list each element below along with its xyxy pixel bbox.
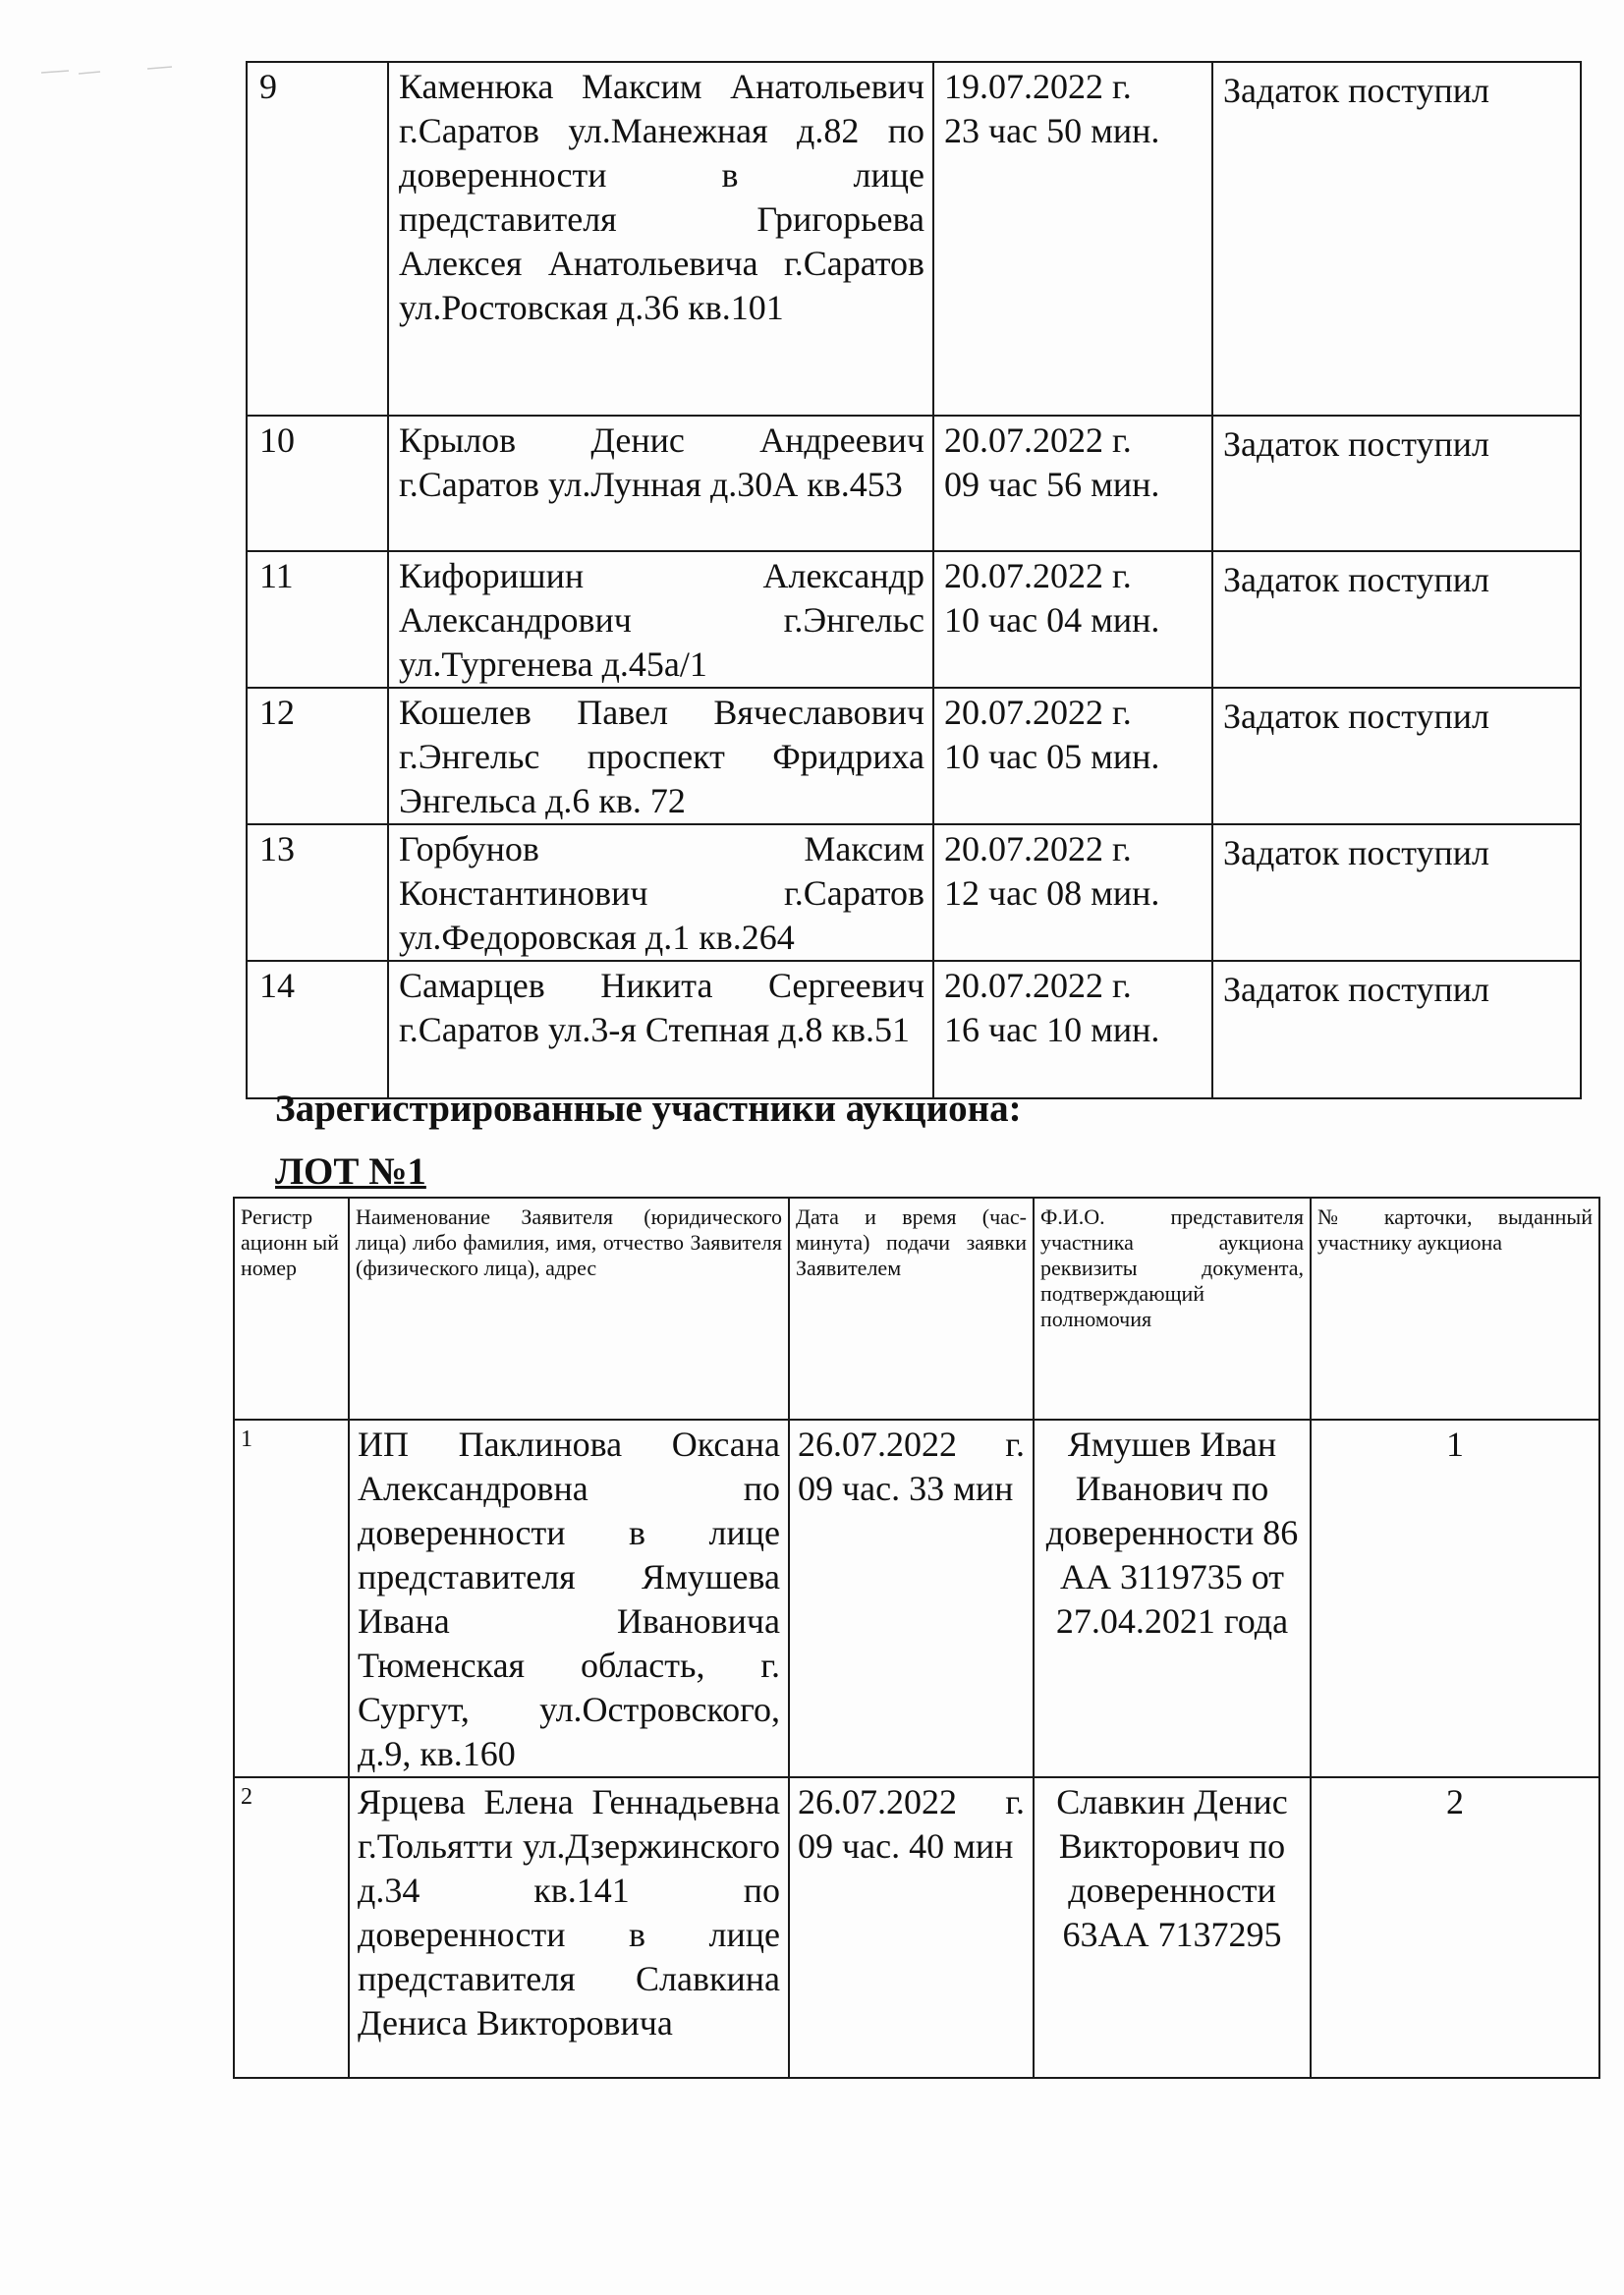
- submission-time: 12 час 08 мин.: [944, 873, 1160, 913]
- header-applicant: Наименование Заявителя (юридического лица) либо фамилия, имя, отчество Заявителя (физического лица), адрес: [349, 1198, 789, 1420]
- submission-date: 20.07.2022 г.: [944, 420, 1132, 460]
- header-reg-number: Регистр ационн ый номер: [234, 1198, 349, 1420]
- lot-title: ЛОТ №1: [275, 1150, 426, 1193]
- submission-time: 23 час 50 мин.: [944, 111, 1160, 150]
- row-number: 13: [247, 824, 388, 961]
- applicant-cell: Кифоришин Александр Александрович г.Энгельс ул.Тургенева д.45а/1: [388, 551, 933, 688]
- card-number: 1: [1311, 1420, 1599, 1777]
- table-row: [234, 1777, 1599, 2078]
- representative-cell: Ямушев Иван Иванович по доверенности 86 АА 3119735 от 27.04.2021 года: [1034, 1420, 1311, 1777]
- deposit-status: Задаток поступил: [1212, 416, 1581, 551]
- row-number: 11: [247, 551, 388, 688]
- applicant-cell: Кошелев Павел Вячеславович г.Энгельс проспект Фридриха Энгельса д.6 кв. 72: [388, 688, 933, 824]
- applicant-cell: Крылов Денис Андреевич г.Саратов ул.Лунная д.30А кв.453: [388, 416, 933, 551]
- submission-datetime: [933, 551, 1212, 688]
- row-number: 10: [247, 416, 388, 551]
- applicant-cell: Самарцев Никита Сергеевич г.Саратов ул.3-я Степная д.8 кв.51: [388, 961, 933, 1098]
- table-row: [247, 961, 1581, 1098]
- reg-number: 1: [234, 1420, 349, 1777]
- registered-participants-heading: Зарегистрированные участники аукциона:: [275, 1088, 1022, 1130]
- submission-date: 19.07.2022 г.: [944, 67, 1132, 106]
- table-row: [247, 62, 1581, 416]
- card-number: 2: [1311, 1777, 1599, 2078]
- submission-time: 09 час 56 мин.: [944, 465, 1160, 504]
- deposit-status: Задаток поступил: [1212, 824, 1581, 961]
- submission-time: 10 час 05 мин.: [944, 737, 1160, 776]
- table-row: [247, 824, 1581, 961]
- representative-cell: Славкин Денис Викторович по доверенности 63АА 7137295: [1034, 1777, 1311, 2078]
- submission-datetime: 26.07.2022 г. 09 час. 33 мин: [789, 1420, 1034, 1777]
- row-number: 12: [247, 688, 388, 824]
- deposit-status: Задаток поступил: [1212, 62, 1581, 416]
- submission-time: 16 час 10 мин.: [944, 1010, 1160, 1049]
- submission-datetime: [933, 62, 1212, 416]
- table-header-row: [234, 1198, 1599, 1420]
- table-row: [247, 551, 1581, 688]
- submission-date: 20.07.2022 г.: [944, 966, 1132, 1005]
- applicant-cell: ИП Паклинова Оксана Александровна по доверенности в лице представителя Ямушева Ивана Ивановича Тюменская область, г. Сургут, ул.Островского, д.9, кв.160: [349, 1420, 789, 1777]
- submission-time: 10 час 04 мин.: [944, 600, 1160, 640]
- submission-date: 20.07.2022 г.: [944, 556, 1132, 595]
- reg-number: 2: [234, 1777, 349, 2078]
- deposit-status: Задаток поступил: [1212, 688, 1581, 824]
- submission-datetime: [933, 824, 1212, 961]
- header-representative: Ф.И.О. представителя участника аукциона реквизиты документа, подтверждающий полномочия: [1034, 1198, 1311, 1420]
- row-number: 14: [247, 961, 388, 1098]
- applications-table: [246, 61, 1582, 1099]
- table-row: [247, 416, 1581, 551]
- applicant-cell: Каменюка Максим Анатольевич г.Саратов ул.Манежная д.82 по доверенности в лице представителя Григорьева Алексея Анатольевича г.Саратов ул.Ростовская д.36 кв.101: [388, 62, 933, 416]
- submission-date: 20.07.2022 г.: [944, 693, 1132, 732]
- applicant-cell: Ярцева Елена Геннадьевна г.Тольятти ул.Дзержинского д.34 кв.141 по доверенности в лице представителя Славкина Дениса Викторовича: [349, 1777, 789, 2078]
- header-datetime: Дата и время (час-минута) подачи заявки Заявителем: [789, 1198, 1034, 1420]
- deposit-status: Задаток поступил: [1212, 551, 1581, 688]
- table-row: [234, 1420, 1599, 1777]
- applicant-cell: Горбунов Максим Константинович г.Саратов ул.Федоровская д.1 кв.264: [388, 824, 933, 961]
- registered-participants-table: [233, 1197, 1600, 2079]
- submission-datetime: [933, 961, 1212, 1098]
- table-row: [247, 688, 1581, 824]
- submission-datetime: [933, 688, 1212, 824]
- header-card-number: № карточки, выданный участнику аукциона: [1311, 1198, 1599, 1420]
- submission-datetime: [933, 416, 1212, 551]
- scan-artifact: [39, 65, 177, 79]
- row-number: 9: [247, 62, 388, 416]
- deposit-status: Задаток поступил: [1212, 961, 1581, 1098]
- submission-date: 20.07.2022 г.: [944, 829, 1132, 868]
- submission-datetime: 26.07.2022 г. 09 час. 40 мин: [789, 1777, 1034, 2078]
